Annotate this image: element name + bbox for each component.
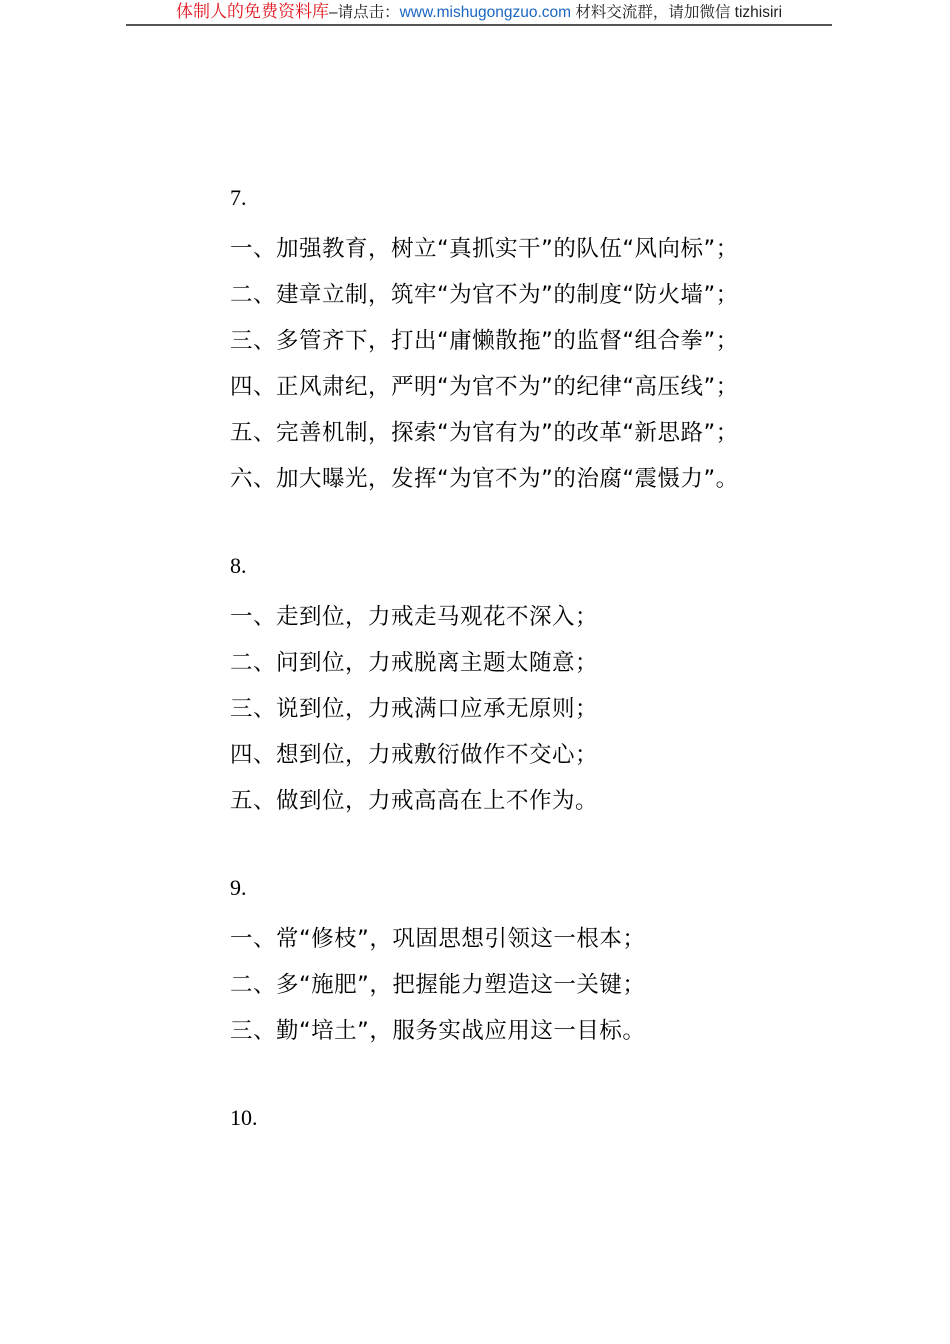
section-7 bbox=[230, 180, 850, 502]
list-item: 三、多管齐下，打出“庸懒散拖”的监督“组合拳”； bbox=[230, 328, 739, 354]
list-item: 二、建章立制，筑牢“为官不为”的制度“防火墙”； bbox=[230, 282, 739, 308]
list-item: 一、走到位，力戒走马观花不深入； bbox=[230, 604, 599, 630]
brand-name: 体制人的免费资料库 bbox=[175, 2, 329, 21]
section-number: 7. bbox=[230, 185, 247, 210]
list-item: 一、常“修枝”，巩固思想引领这一根本； bbox=[230, 926, 646, 952]
list-item: 三、说到位，力戒满口应承无原则； bbox=[230, 696, 599, 722]
page-header-banner bbox=[126, 0, 832, 26]
document-body bbox=[230, 180, 850, 1192]
list-item: 四、想到位，力戒敷衍做作不交心； bbox=[230, 742, 599, 768]
contact-info: 材料交流群，请加微信 tizhisiri bbox=[571, 4, 783, 21]
list-item: 三、勤“培土”，服务实战应用这一目标。 bbox=[230, 1018, 646, 1044]
list-item: 四、正风肃纪，严明“为官不为”的纪律“高压线”； bbox=[230, 374, 739, 400]
list-item: 五、做到位，力戒高高在上不作为。 bbox=[230, 788, 599, 814]
list-item: 六、加大曝光，发挥“为官不为”的治腐“震慑力”。 bbox=[230, 466, 739, 492]
list-item: 二、多“施肥”，把握能力塑造这一关键； bbox=[230, 972, 646, 998]
section-10 bbox=[230, 1100, 850, 1146]
list-item: 一、加强教育，树立“真抓实干”的队伍“风向标”； bbox=[230, 236, 739, 262]
website-link[interactable]: www.mishugongzuo.com bbox=[399, 4, 572, 21]
list-item: 二、问到位，力戒脱离主题太随意； bbox=[230, 650, 599, 676]
click-prompt: –请点击： bbox=[328, 4, 400, 21]
list-item: 五、完善机制，探索“为官有为”的改革“新思路”； bbox=[230, 420, 739, 446]
section-number: 10. bbox=[230, 1105, 258, 1130]
section-8 bbox=[230, 548, 850, 824]
section-9 bbox=[230, 870, 850, 1054]
section-number: 9. bbox=[230, 875, 247, 900]
section-number: 8. bbox=[230, 553, 247, 578]
